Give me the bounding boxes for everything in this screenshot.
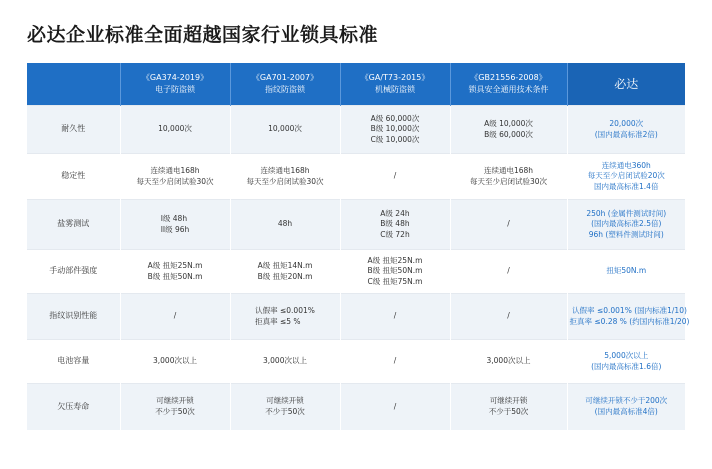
- row-label: 稳定性: [27, 154, 120, 200]
- cell-lines: [263, 356, 307, 367]
- standard-value-cell: [230, 106, 340, 154]
- cell-line: 每天至少启闭试验30次: [246, 176, 324, 186]
- cell-line: A级 24h: [380, 208, 410, 218]
- bida-value-cell: [567, 340, 685, 384]
- cell-line: 3,000次以上: [153, 356, 197, 366]
- cell-lines: [252, 72, 318, 96]
- standard-value-cell: [340, 340, 450, 384]
- cell-line: 10,000次: [158, 124, 192, 134]
- cell-lines: [142, 72, 208, 96]
- cell-line: 不少于50次: [488, 406, 529, 416]
- cell-line: 20,000次: [609, 119, 644, 128]
- row-label: 电池容量: [27, 340, 120, 384]
- cell-line: 可继续开锁: [156, 396, 194, 406]
- cell-lines: [588, 161, 665, 193]
- cell-line: 每天至少启闭试验30次: [469, 176, 548, 186]
- cell-lines: [361, 72, 430, 96]
- cell-line: (国内最高标准2.5倍): [591, 219, 662, 229]
- cell-line: II级 96h: [160, 224, 190, 234]
- cell-line: 必达: [614, 77, 639, 91]
- cell-line: A级 10,000次: [484, 119, 533, 128]
- bida-value-cell: [567, 154, 685, 200]
- table-header: [27, 63, 685, 106]
- bida-value-cell: [567, 384, 685, 430]
- standard-value-cell: [450, 200, 567, 250]
- cell-line: /: [393, 171, 397, 181]
- cell-line: B级 扭矩50N.m: [367, 266, 423, 276]
- cell-lines: [155, 396, 195, 417]
- header-standard: [340, 63, 450, 106]
- header-standard: [230, 63, 340, 106]
- table-row: [27, 200, 685, 250]
- cell-line: A级 扭矩14N.m: [257, 261, 313, 270]
- cell-line: C级 10,000次: [370, 134, 420, 144]
- cell-lines: [489, 396, 529, 417]
- cell-lines: [148, 261, 203, 282]
- cell-lines: [161, 214, 190, 235]
- cell-line: /: [393, 401, 397, 411]
- cell-line: 国内最高标准1.4倍: [594, 181, 659, 191]
- header-standard: [450, 63, 567, 106]
- cell-line: C级 扭矩75N.m: [367, 276, 423, 286]
- cell-lines: [484, 119, 533, 140]
- row-label: 盐雾测试: [27, 200, 120, 250]
- cell-line: B级 60,000次: [484, 129, 533, 139]
- cell-line: 不少于50次: [155, 406, 195, 416]
- cell-line: 锁具安全通用技术条件: [468, 85, 549, 94]
- cell-lines: [371, 114, 420, 146]
- cell-line: /: [507, 219, 510, 229]
- standard-value-cell: [120, 340, 230, 384]
- cell-lines: [469, 72, 549, 96]
- cell-lines: [136, 166, 213, 187]
- cell-line: 250h (金属件测试时间): [586, 208, 667, 218]
- standard-value-cell: [450, 106, 567, 154]
- cell-line: 可继续开锁: [489, 396, 528, 406]
- bida-value-cell: [567, 250, 685, 294]
- cell-lines: [595, 119, 658, 140]
- cell-line: 3,000次以上: [263, 356, 307, 366]
- cell-line: 3,000次以上: [486, 356, 531, 366]
- row-label: 手动部件强度: [27, 250, 120, 294]
- standard-value-cell: [340, 106, 450, 154]
- standard-value-cell: [450, 250, 567, 294]
- cell-lines: [614, 78, 638, 90]
- cell-line: 连续通电360h: [601, 160, 651, 170]
- cell-line: 不少于50次: [265, 406, 305, 416]
- cell-line: 拒真率 ≤5 %: [255, 316, 301, 326]
- cell-lines: [265, 396, 305, 417]
- cell-line: 《GA701-2007》: [251, 73, 319, 82]
- cell-line: A级 扭矩25N.m: [367, 255, 423, 265]
- table-row: [27, 106, 685, 154]
- standard-value-cell: [230, 384, 340, 430]
- cell-lines: [174, 311, 177, 322]
- cell-lines: [246, 166, 323, 187]
- standard-value-cell: [450, 384, 567, 430]
- comparison-table: [27, 63, 690, 430]
- cell-line: 拒真率 ≤0.28 % (约国内标准1/20): [569, 316, 690, 326]
- cell-line: /: [507, 311, 510, 321]
- row-label: 欠压寿命: [27, 384, 120, 430]
- cell-line: I级 48h: [160, 214, 188, 223]
- cell-line: 连续通电168h: [260, 166, 310, 175]
- cell-lines: [380, 209, 409, 241]
- header-corner: [27, 63, 120, 106]
- cell-line: 可继续开锁不少于200次: [585, 396, 668, 406]
- cell-lines: [255, 306, 315, 327]
- cell-line: 认假率 ≤0.001%: [255, 306, 315, 315]
- cell-line: (国内最高标准1.6倍): [591, 361, 662, 371]
- cell-lines: [507, 311, 510, 322]
- cell-lines: [394, 356, 397, 367]
- standard-value-cell: [340, 200, 450, 250]
- cell-line: 机械防盗锁: [375, 85, 415, 94]
- cell-line: B级 10,000次: [370, 124, 420, 134]
- standard-value-cell: [230, 154, 340, 200]
- cell-lines: [470, 166, 547, 187]
- cell-lines: [153, 356, 197, 367]
- header-row: [27, 63, 685, 106]
- page-title: 必达企业标准全面超越国家行业锁具标准: [27, 24, 379, 46]
- standard-value-cell: [230, 294, 340, 340]
- cell-lines: [394, 171, 397, 182]
- cell-line: (国内最高标准4倍): [594, 406, 658, 416]
- cell-line: B级 扭矩20N.m: [257, 271, 313, 281]
- cell-line: 电子防盗锁: [155, 85, 195, 94]
- cell-lines: [368, 256, 423, 288]
- cell-line: 指纹防盗锁: [265, 85, 305, 94]
- cell-line: 48h: [277, 219, 293, 229]
- cell-lines: [394, 402, 397, 413]
- cell-lines: [585, 396, 667, 417]
- header-standard: [120, 63, 230, 106]
- table-row: [27, 384, 685, 430]
- standard-value-cell: [120, 106, 230, 154]
- standard-value-cell: [450, 294, 567, 340]
- cell-line: 《GA/T73-2015》: [360, 73, 430, 82]
- cell-line: 认假率 ≤0.001% (国内标准1/10): [572, 306, 687, 315]
- cell-line: 5,000次以上: [604, 351, 649, 360]
- standard-value-cell: [450, 340, 567, 384]
- cell-lines: [278, 219, 292, 230]
- cell-line: 连续通电168h: [483, 166, 534, 175]
- table-row: [27, 340, 685, 384]
- cell-line: B级 扭矩50N.m: [147, 271, 203, 281]
- cell-line: C级 72h: [380, 229, 410, 239]
- cell-line: 可继续开锁: [266, 396, 304, 406]
- header-bida: [567, 63, 685, 106]
- cell-lines: [570, 306, 690, 327]
- cell-line: /: [173, 311, 177, 321]
- cell-line: A级 60,000次: [370, 113, 420, 123]
- row-label: 指纹识别性能: [27, 294, 120, 340]
- standard-value-cell: [230, 200, 340, 250]
- table-body: [27, 106, 690, 430]
- cell-line: /: [393, 356, 397, 366]
- bida-value-cell: [567, 200, 685, 250]
- standard-value-cell: [120, 384, 230, 430]
- standard-value-cell: [120, 154, 230, 200]
- cell-lines: [487, 356, 531, 367]
- cell-lines: [591, 351, 661, 372]
- table-row: [27, 250, 685, 294]
- cell-line: 每天至少启闭试验30次: [136, 176, 214, 186]
- cell-line: /: [393, 311, 397, 321]
- standard-value-cell: [120, 250, 230, 294]
- cell-lines: [586, 209, 666, 241]
- cell-line: 《GA374-2019》: [141, 73, 209, 82]
- cell-lines: [268, 124, 302, 135]
- cell-lines: [606, 266, 646, 277]
- cell-lines: [258, 261, 313, 282]
- standard-value-cell: [120, 200, 230, 250]
- row-label: 耐久性: [27, 106, 120, 154]
- standard-value-cell: [340, 250, 450, 294]
- bida-value-cell: [567, 106, 685, 154]
- table-row: [27, 154, 685, 200]
- cell-line: A级 扭矩25N.m: [147, 261, 203, 270]
- standard-value-cell: [450, 154, 567, 200]
- standard-value-cell: [230, 250, 340, 294]
- bida-value-cell: [567, 294, 690, 340]
- cell-line: 10,000次: [268, 124, 302, 134]
- cell-line: 连续通电168h: [150, 166, 200, 175]
- standard-value-cell: [120, 294, 230, 340]
- cell-line: 96h (塑料件测试时间): [588, 229, 664, 239]
- standard-value-cell: [340, 154, 450, 200]
- standard-value-cell: [230, 340, 340, 384]
- cell-lines: [158, 124, 192, 135]
- cell-line: /: [507, 266, 510, 276]
- cell-lines: [507, 266, 510, 277]
- standard-value-cell: [340, 294, 450, 340]
- cell-lines: [507, 219, 510, 230]
- cell-line: 《GB21556-2008》: [470, 73, 547, 82]
- cell-lines: [394, 311, 397, 322]
- cell-line: 扭矩50N.m: [606, 266, 647, 276]
- cell-line: B级 48h: [380, 219, 410, 229]
- cell-line: (国内最高标准2倍): [594, 129, 658, 139]
- cell-line: 每天至少启闭试验20次: [587, 171, 665, 181]
- standard-value-cell: [340, 384, 450, 430]
- table-row: [27, 294, 685, 340]
